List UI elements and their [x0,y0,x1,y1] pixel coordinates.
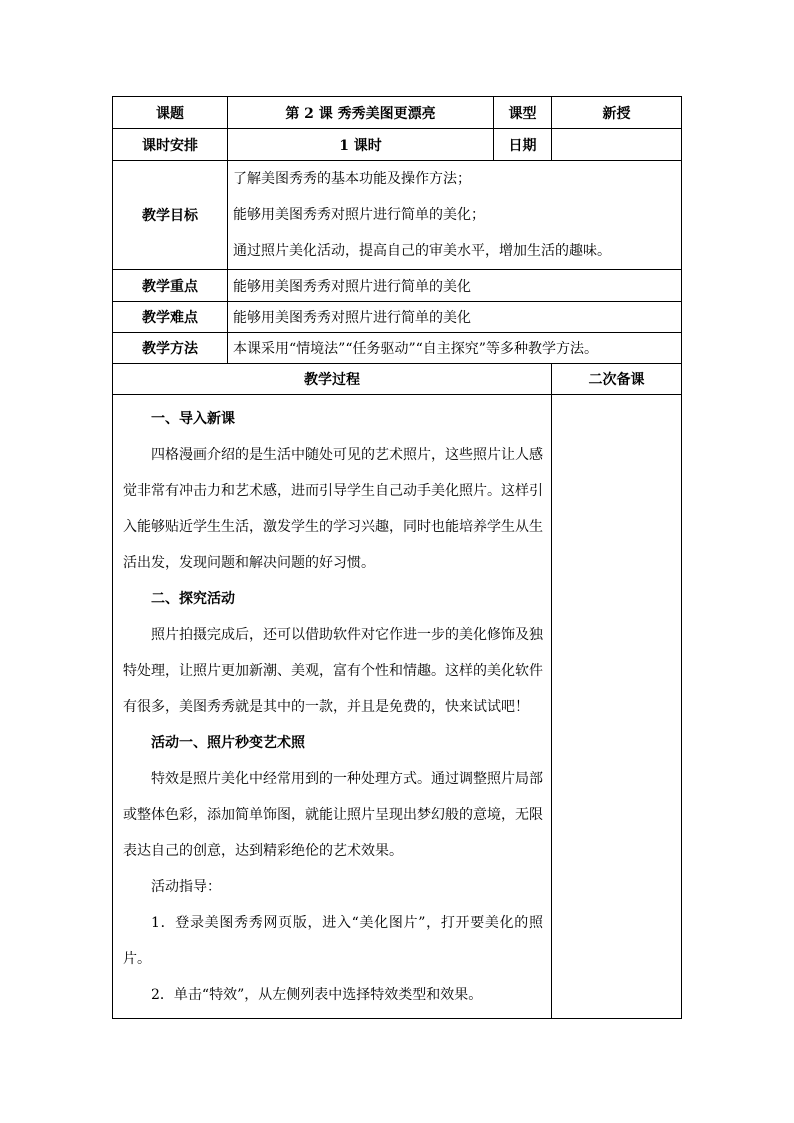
second-prep-content [552,395,682,1019]
method-label: 教学方法 [113,333,228,364]
focus-label: 教学重点 [113,270,228,302]
goals-content [228,161,682,270]
goal-line: 能够用美图秀秀对照片进行简单的美化； [233,207,485,223]
hours-value: 1 课时 [228,129,494,161]
paragraph: 四格漫画介绍的是生活中随处可见的艺术照片，这些照片让人感觉非常有冲击力和艺术感，进而引导学生自己动手美化照片。这样引入能够贴近学生生活，激发学生的学习兴趣，同时也能培养学生从生活出发，发现问题和解决问题的好习惯。 [123,447,543,571]
row-process-body [113,395,682,1019]
goal-line: 了解美图秀秀的基本功能及操作方法； [233,171,471,187]
paragraph: 1．登录美图秀秀网页版，进入“美化图片”，打开要美化的照片。 [123,915,543,967]
lesson-plan-table [112,96,682,1019]
goal-line: 通过照片美化活动，提高自己的审美水平，增加生活的趣味。 [233,243,611,259]
row-difficulty [113,302,682,333]
paragraph: 2．单击“特效”，从左侧列表中选择特效类型和效果。 [151,987,483,1003]
row-goals [113,161,682,270]
second-prep-header: 二次备课 [552,364,682,395]
topic-value: 第 2 课 秀秀美图更漂亮 [228,97,494,129]
row-focus [113,270,682,302]
row-hours [113,129,682,161]
type-value: 新授 [552,97,682,129]
process-content [113,395,552,1019]
difficulty-value: 能够用美图秀秀对照片进行简单的美化 [228,302,682,333]
paragraph: 活动指导： [151,879,221,895]
difficulty-label: 教学难点 [113,302,228,333]
row-process-header [113,364,682,395]
goals-label: 教学目标 [113,161,228,270]
row-method [113,333,682,364]
focus-value: 能够用美图秀秀对照片进行简单的美化 [228,270,682,302]
topic-label: 课题 [113,97,228,129]
process-header: 教学过程 [113,364,552,395]
hours-label: 课时安排 [113,129,228,161]
section-heading: 一、导入新课 [151,411,235,427]
date-value [552,129,682,161]
paragraph: 照片拍摄完成后，还可以借助软件对它作进一步的美化修饰及独特处理，让照片更加新潮、美观，富有个性和情趣。这样的美化软件有很多，美图秀秀就是其中的一款，并且是免费的，快来试试吧！ [123,627,543,715]
paragraph: 特效是照片美化中经常用到的一种处理方式。通过调整照片局部或整体色彩，添加简单饰图，就能让照片呈现出梦幻般的意境，无限表达自己的创意，达到精彩绝伦的艺术效果。 [123,771,543,859]
type-label: 课型 [494,97,552,129]
section-heading: 活动一、照片秒变艺术照 [151,735,305,751]
date-label: 日期 [494,129,552,161]
method-value: 本课采用“情境法”“任务驱动”“自主探究”等多种教学方法。 [228,333,682,364]
row-topic [113,97,682,129]
section-heading: 二、探究活动 [151,591,235,607]
